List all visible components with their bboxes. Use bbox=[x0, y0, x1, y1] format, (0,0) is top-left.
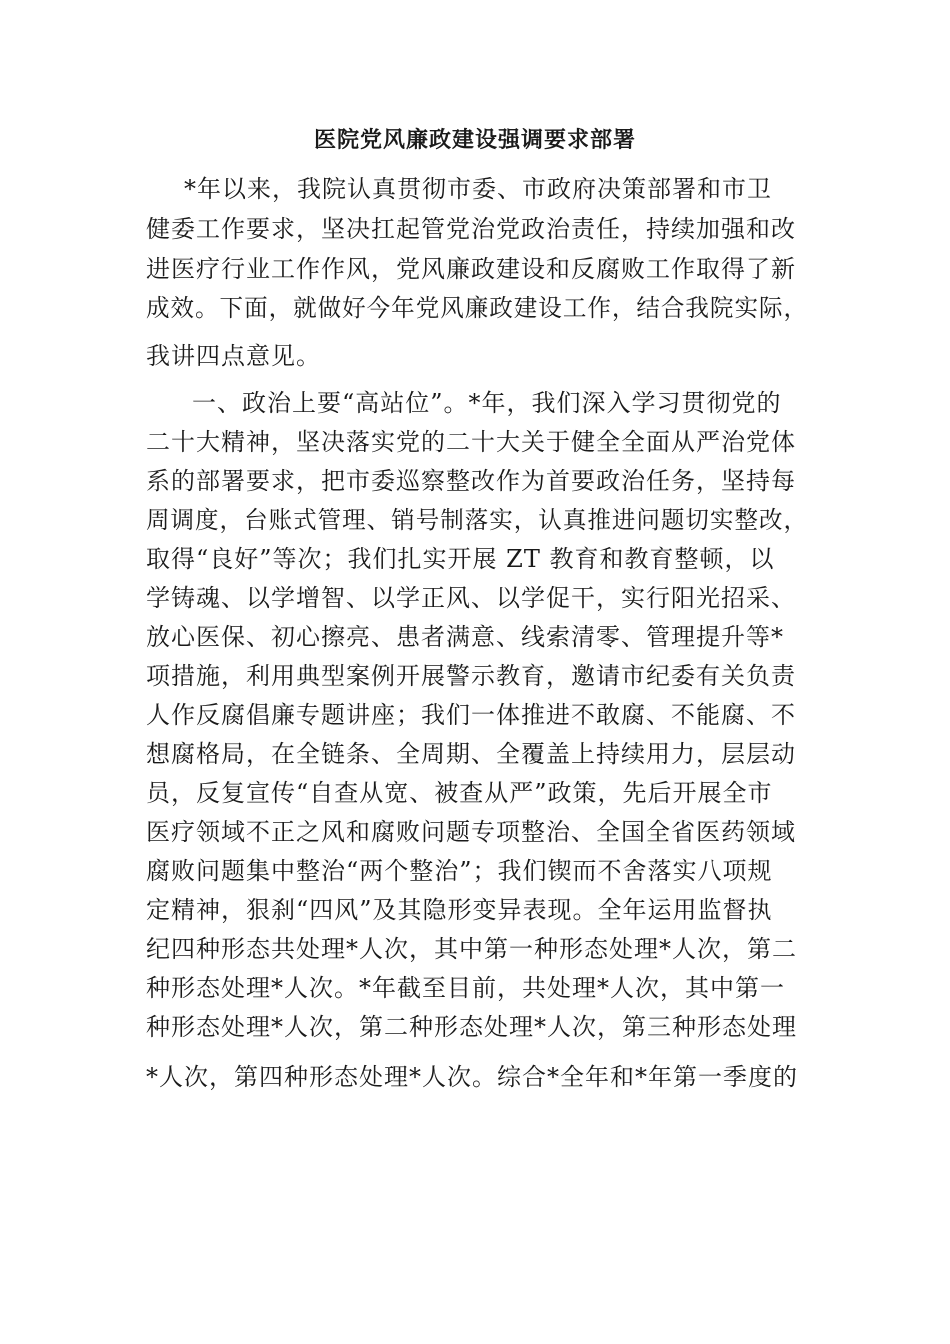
paragraph-2-line-3: 系的部署要求，把市委巡察整改作为首要政治任务，坚持每 bbox=[146, 467, 796, 495]
paragraph-2-line-15: 纪四种形态共处理*人次，其中第一种形态处理*人次，第二 bbox=[146, 935, 797, 963]
paragraph-2-line-5: 取得“良好”等次；我们扎实开展 ZT 教育和教育整顿，以 bbox=[146, 545, 775, 573]
paragraph-1-line-1: *年以来，我院认真贯彻市委、市政府决策部署和市卫 bbox=[184, 175, 772, 203]
paragraph-2-line-18: *人次，第四种形态处理*人次。综合*全年和*年第一季度的 bbox=[146, 1063, 798, 1091]
paragraph-1-line-3: 进医疗行业工作作风，党风廉政建设和反腐败工作取得了新 bbox=[146, 255, 796, 283]
document-title: 医院党风廉政建设强调要求部署 bbox=[313, 127, 636, 153]
paragraph-2-line-10: 想腐格局，在全链条、全周期、全覆盖上持续用力，层层动 bbox=[146, 740, 796, 768]
paragraph-2-line-4: 周调度，台账式管理、销号制落实，认真推进问题切实整改， bbox=[146, 506, 808, 534]
paragraph-2-line-11: 员，反复宣传“自查从宽、被查从严”政策，先后开展全市 bbox=[146, 779, 773, 807]
paragraph-2-line-2: 二十大精神，坚决落实党的二十大关于健全全面从严治党体 bbox=[146, 428, 796, 456]
paragraph-1-line-2: 健委工作要求，坚决扛起管党治党政治责任，持续加强和改 bbox=[146, 215, 796, 243]
paragraph-2-line-9: 人作反腐倡廉专题讲座；我们一体推进不敢腐、不能腐、不 bbox=[146, 701, 796, 729]
paragraph-2-line-8: 项措施，利用典型案例开展警示教育，邀请市纪委有关负责 bbox=[146, 662, 796, 690]
paragraph-2-line-12: 医疗领域不正之风和腐败问题专项整治、全国全省医药领域 bbox=[146, 818, 796, 846]
paragraph-2-line-6: 学铸魂、以学增智、以学正风、以学促干，实行阳光招采、 bbox=[146, 584, 796, 612]
paragraph-2-line-1: 一、政治上要“高站位”。*年，我们深入学习贯彻党的 bbox=[192, 389, 782, 417]
paragraph-2-line-16: 种形态处理*人次。*年截至目前，共处理*人次，其中第一 bbox=[146, 974, 785, 1002]
paragraph-2-line-14: 定精神，狠刹“四风”及其隐形变异表现。全年运用监督执 bbox=[146, 896, 773, 924]
paragraph-2-line-13: 腐败问题集中整治“两个整治”；我们锲而不舍落实八项规 bbox=[146, 857, 773, 885]
paragraph-2-line-7: 放心医保、初心擦亮、患者满意、线索清零、管理提升等* bbox=[146, 623, 784, 651]
paragraph-1-line-4: 成效。下面，就做好今年党风廉政建设工作，结合我院实际， bbox=[146, 294, 808, 322]
paragraph-2-line-17: 种形态处理*人次，第二种形态处理*人次，第三种形态处理 bbox=[146, 1013, 797, 1041]
paragraph-1-line-5: 我讲四点意见。 bbox=[146, 342, 321, 370]
